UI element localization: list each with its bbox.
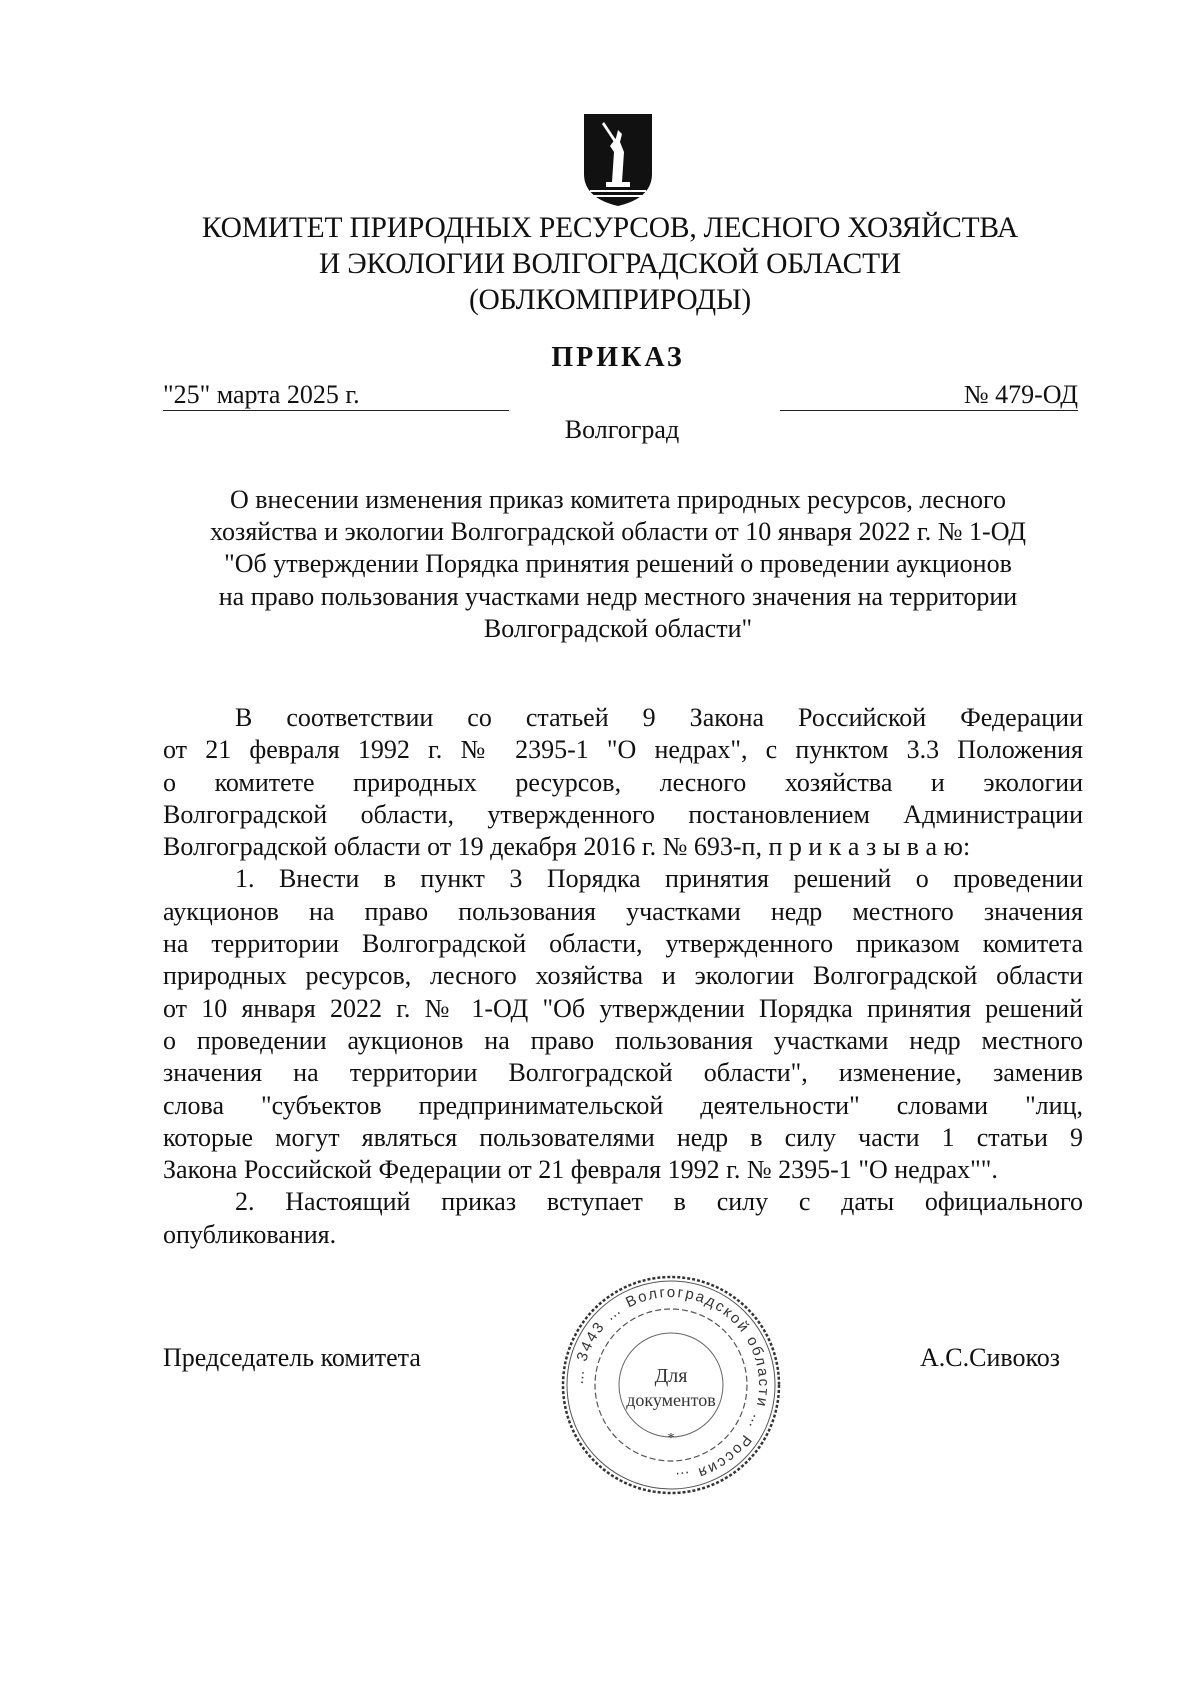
item1-line: 1. Внести в пункт 3 Порядка принятия решений о проведении (235, 864, 1083, 894)
subject-line: О внесении изменения приказ комитета природных ресурсов, лесного (229, 485, 1007, 514)
item1-line: от 10 января 2022 г. № 1-ОД "Об утверждении Порядка принятия решений (163, 993, 1083, 1023)
item2-line: 2. Настоящий приказ вступает в силу с даты официального (235, 1187, 1083, 1217)
subject-line: хозяйства и экологии Волгоградской области от 10 января 2022 г. № 1-ОД (210, 517, 1026, 547)
order-number: № 479-ОД (780, 380, 1078, 411)
stamp-ring-text: … 3443 … Волгоградской области … Россия … (569, 1283, 773, 1487)
item2-line: опубликования. (163, 1219, 337, 1249)
preamble-line: о комитете природных ресурсов, лесного хозяйства и экологии (163, 767, 1083, 797)
org-line: КОМИТЕТ ПРИРОДНЫХ РЕСУРСОВ, ЛЕСНОГО ХОЗЯЙСТВА (201, 212, 1019, 244)
city: Волгоград (564, 415, 680, 444)
item1-line: природных ресурсов, лесного хозяйства и экологии Волгоградской области (163, 961, 1083, 991)
order-subject (150, 484, 1086, 645)
signatory-name: А.С.Сивокоз (920, 1343, 1061, 1372)
item1-line: слова "субъектов предпринимательской деятельности" словами "лиц, (163, 1090, 1083, 1120)
order-body (163, 702, 1083, 1251)
item1-line: Закона Российской Федерации от 21 февраля 1992 г. № 2395-1 "О недрах"". (163, 1155, 998, 1185)
stamp-center-text: Для (654, 1365, 688, 1387)
signatory-position: Председатель комитета (163, 1343, 421, 1372)
stamp-center-text: документов (626, 1390, 716, 1410)
subject-line: Волгоградской области" (483, 613, 753, 643)
preamble-line: Волгоградской области от 19 декабря 2016 г. № 693-п, п р и к а з ы в а ю: (163, 832, 971, 862)
preamble-line: Волгоградской области, утвержденного постановлением Администрации (163, 799, 1083, 829)
subject-line: "Об утверждении Порядка принятия решений о проведении аукционов (224, 549, 1012, 579)
item1-line: значения на территории Волгоградской области", изменение, заменив (163, 1058, 1083, 1088)
preamble-line: от 21 февраля 1992 г. № 2395-1 "О недрах", с пунктом 3.3 Положения (163, 735, 1083, 765)
document-type: ПРИКАЗ (551, 342, 685, 373)
item1-line: на территории Волгоградской области, утвержденного приказом комитета (163, 929, 1083, 959)
item1-line: о проведении аукционов на право пользования участками недр местного (163, 1025, 1083, 1055)
preamble-line: В соответствии со статьей 9 Закона Российской Федерации (235, 703, 1083, 732)
organization-name (150, 210, 1070, 318)
official-stamp-seal (556, 1270, 786, 1500)
org-line: И ЭКОЛОГИИ ВОЛГОГРАДСКОЙ ОБЛАСТИ (318, 248, 902, 280)
item1-line: которые могут являться пользователями недр в силу части 1 статьи 9 (163, 1122, 1083, 1152)
order-date: "25" марта 2025 г. (163, 380, 509, 411)
volgograd-coat-of-arms-icon (582, 112, 654, 208)
subject-line: на право пользования участками недр местного значения на территории (218, 581, 1018, 611)
org-line: (ОБЛКОМПРИРОДЫ) (468, 284, 752, 316)
item1-line: аукционов на право пользования участками недр местного значения (163, 896, 1083, 926)
svg-text:*: * (667, 1431, 675, 1446)
